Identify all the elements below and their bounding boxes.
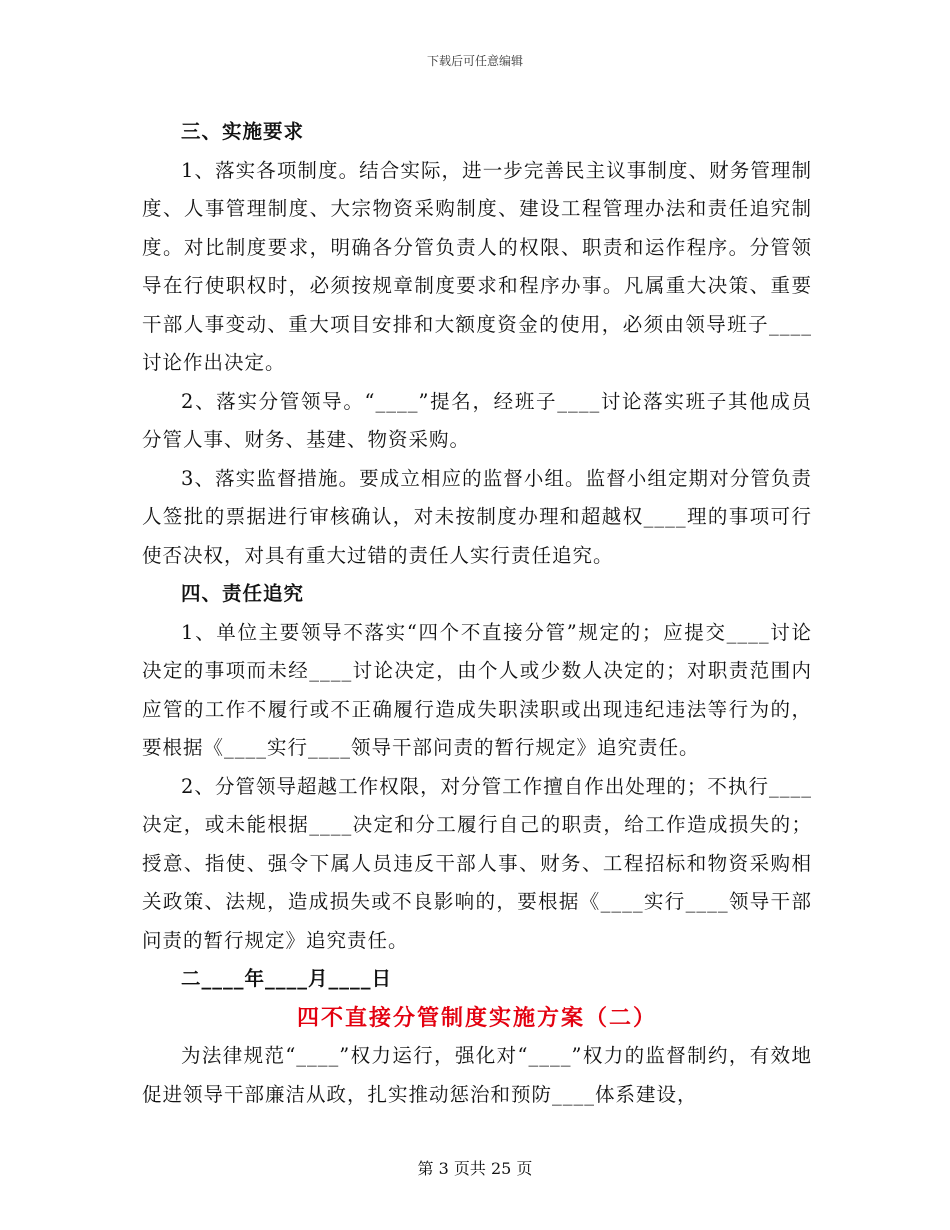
section-heading-requirements: 三、实施要求 — [181, 120, 305, 143]
document-body — [142, 113, 812, 1114]
header-note: 下载后可任意编辑 — [426, 54, 523, 68]
paragraph-implement-systems: 1、落实各项制度。结合实际，进一步完善民主议事制度、财务管理制度、人事管理制度、大宗物资采购制度、建设工程管理办法和责任追究制度。对比制度要求，明确各分管负责人的权限、职责和运作程序。分管领导在行使职权时，必须按规章制度要求和程序办事。凡属重大决策、重要干部人事变动、重大项目安排和大额度资金的使用，必须由领导班子____讨论作出决定。 — [142, 158, 812, 374]
paragraph-intro: 为法律规范“____”权力运行，强化对“____”权力的监督制约，有效地促进领导干部廉洁从政，扎实推动惩治和预防____体系建设， — [142, 1044, 812, 1106]
paragraph-deputy-leader-accountability: 2、分管领导超越工作权限，对分管工作擅自作出处理的；不执行____决定，或未能根据____决定和分工履行自己的职责，给工作造成损失的；授意、指使、强令下属人员违反干部人事、财务、工程招标和物资采购相关政策、法规，造成损失或不良影响的，要根据《____实行____领导干部问责的暂行规定》追究责任。 — [142, 774, 812, 952]
date-line: 二____年____月____日 — [181, 967, 393, 990]
paragraph-implement-leadership: 2、落实分管领导。“____”提名，经班子____讨论落实班子其他成员分管人事、财务、基建、物资采购。 — [142, 389, 812, 451]
section-heading-accountability: 四、责任追究 — [181, 582, 305, 605]
page-number: 第 3 页共 25 页 — [417, 1159, 533, 1178]
paragraph-supervision-measures: 3、落实监督措施。要成立相应的监督小组。监督小组定期对分管负责人签批的票据进行审核确认，对未按制度办理和超越权____理的事项可行使否决权，对具有重大过错的责任人实行责任追究。 — [142, 466, 812, 567]
paragraph-main-leader-accountability: 1、单位主要领导不落实“四个不直接分管”规定的；应提交____讨论决定的事项而未经____讨论决定，由个人或少数人决定的；对职责范围内应管的工作不履行或不正确履行造成失职渎职或出现违纪违法等行为的，要根据《____实行____领导干部问责的暂行规定》追究责任。 — [142, 620, 812, 759]
document-title: 四不直接分管制度实施方案（二） — [296, 1004, 657, 1031]
